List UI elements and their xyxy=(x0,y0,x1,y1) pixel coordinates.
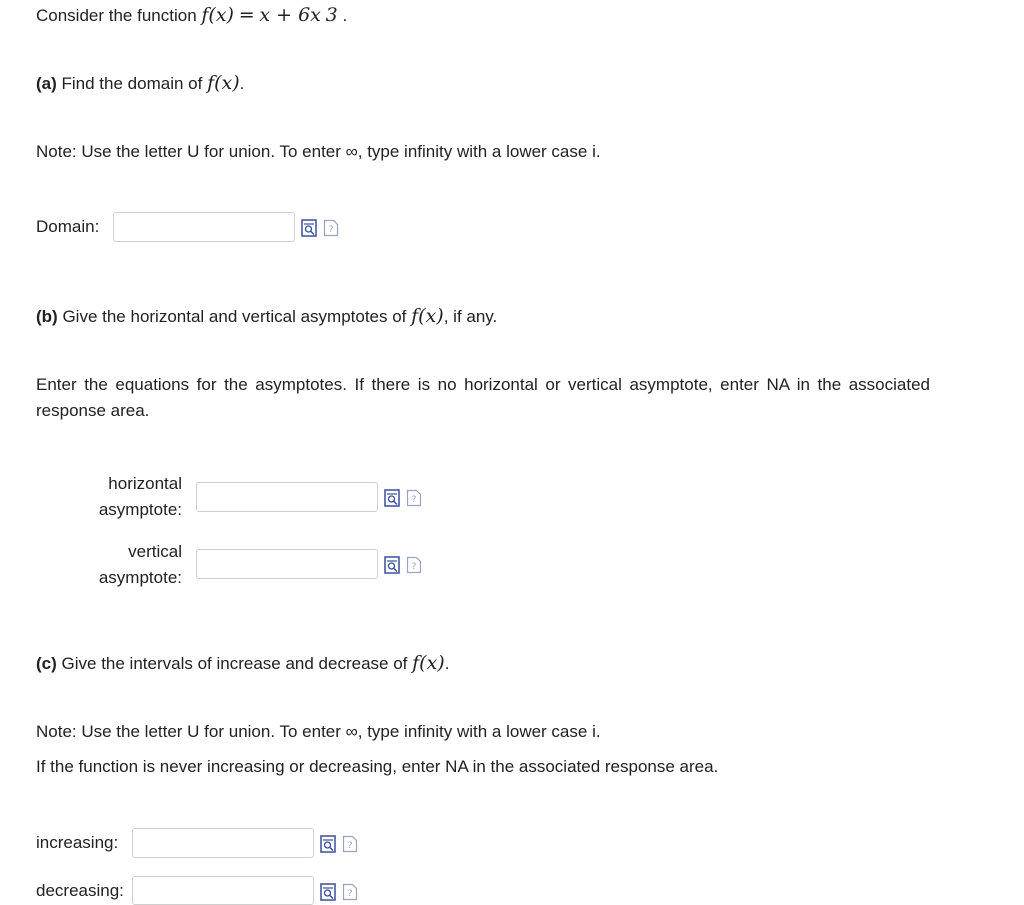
svg-text:?: ? xyxy=(411,562,417,572)
help-icon[interactable] xyxy=(406,556,422,574)
equals-sign: = xyxy=(238,4,255,26)
part-c-text: Give the intervals of increase and decrease of xyxy=(61,654,408,673)
part-c-end: . xyxy=(444,654,450,673)
intro-end: . xyxy=(342,6,348,25)
vertical-label-line2: asymptote: xyxy=(98,568,182,587)
vertical-asymptote-input[interactable] xyxy=(196,549,378,579)
preview-icon[interactable] xyxy=(320,883,336,901)
function-expression: x + 6x xyxy=(259,4,321,26)
vertical-asymptote-label xyxy=(60,539,182,591)
preview-icon[interactable] xyxy=(384,489,400,507)
part-a-question xyxy=(36,70,244,97)
svg-text:?: ? xyxy=(347,889,353,899)
horizontal-label-line2: asymptote: xyxy=(98,500,182,519)
help-icon[interactable] xyxy=(342,883,358,901)
help-icon[interactable] xyxy=(323,219,339,237)
problem-statement xyxy=(36,2,347,29)
part-c-function: f(x) xyxy=(412,652,445,674)
help-icon[interactable] xyxy=(342,835,358,853)
horizontal-label-line1: horizontal xyxy=(108,474,182,493)
decreasing-label: decreasing: xyxy=(36,881,124,900)
preview-icon[interactable] xyxy=(301,219,317,237)
svg-text:?: ? xyxy=(411,495,417,505)
part-b-label: (b) xyxy=(36,307,58,326)
function-name: f(x) xyxy=(201,4,234,26)
function-power: 3 xyxy=(325,4,338,26)
horizontal-asymptote-input[interactable] xyxy=(196,482,378,512)
part-a-label: (a) xyxy=(36,74,57,93)
part-b-instruction: Enter the equations for the asymptotes. If there is no horizontal or vertical asymptote, enter NA in the associated response area. xyxy=(36,375,930,420)
part-b-end: , if any. xyxy=(443,307,498,326)
part-a-function: f(x) xyxy=(207,72,240,94)
increasing-label: increasing: xyxy=(36,833,119,852)
decreasing-input[interactable] xyxy=(132,876,314,905)
part-c-note2: If the function is never increasing or decreasing, enter NA in the associated response area. xyxy=(36,757,719,776)
part-b-function: f(x) xyxy=(411,305,444,327)
part-b-text: Give the horizontal and vertical asymptotes of xyxy=(62,307,407,326)
vertical-label-line1: vertical xyxy=(128,542,182,561)
part-c-question xyxy=(36,650,449,677)
part-a-end: . xyxy=(239,74,245,93)
intro-text: Consider the function xyxy=(36,6,197,25)
part-c-label: (c) xyxy=(36,654,57,673)
domain-input[interactable] xyxy=(113,212,295,242)
part-c-note: Note: Use the letter U for union. To enter ∞, type infinity with a lower case i. xyxy=(36,722,601,741)
increasing-input[interactable] xyxy=(132,828,314,858)
preview-icon[interactable] xyxy=(384,556,400,574)
part-b-question xyxy=(36,303,497,330)
domain-label: Domain: xyxy=(36,217,100,236)
part-a-note: Note: Use the letter U for union. To enter ∞, type infinity with a lower case i. xyxy=(36,142,601,161)
help-icon[interactable] xyxy=(406,489,422,507)
svg-text:?: ? xyxy=(347,841,353,851)
preview-icon[interactable] xyxy=(320,835,336,853)
svg-text:?: ? xyxy=(328,225,334,235)
part-a-text: Find the domain of xyxy=(61,74,203,93)
horizontal-asymptote-label xyxy=(60,471,182,523)
